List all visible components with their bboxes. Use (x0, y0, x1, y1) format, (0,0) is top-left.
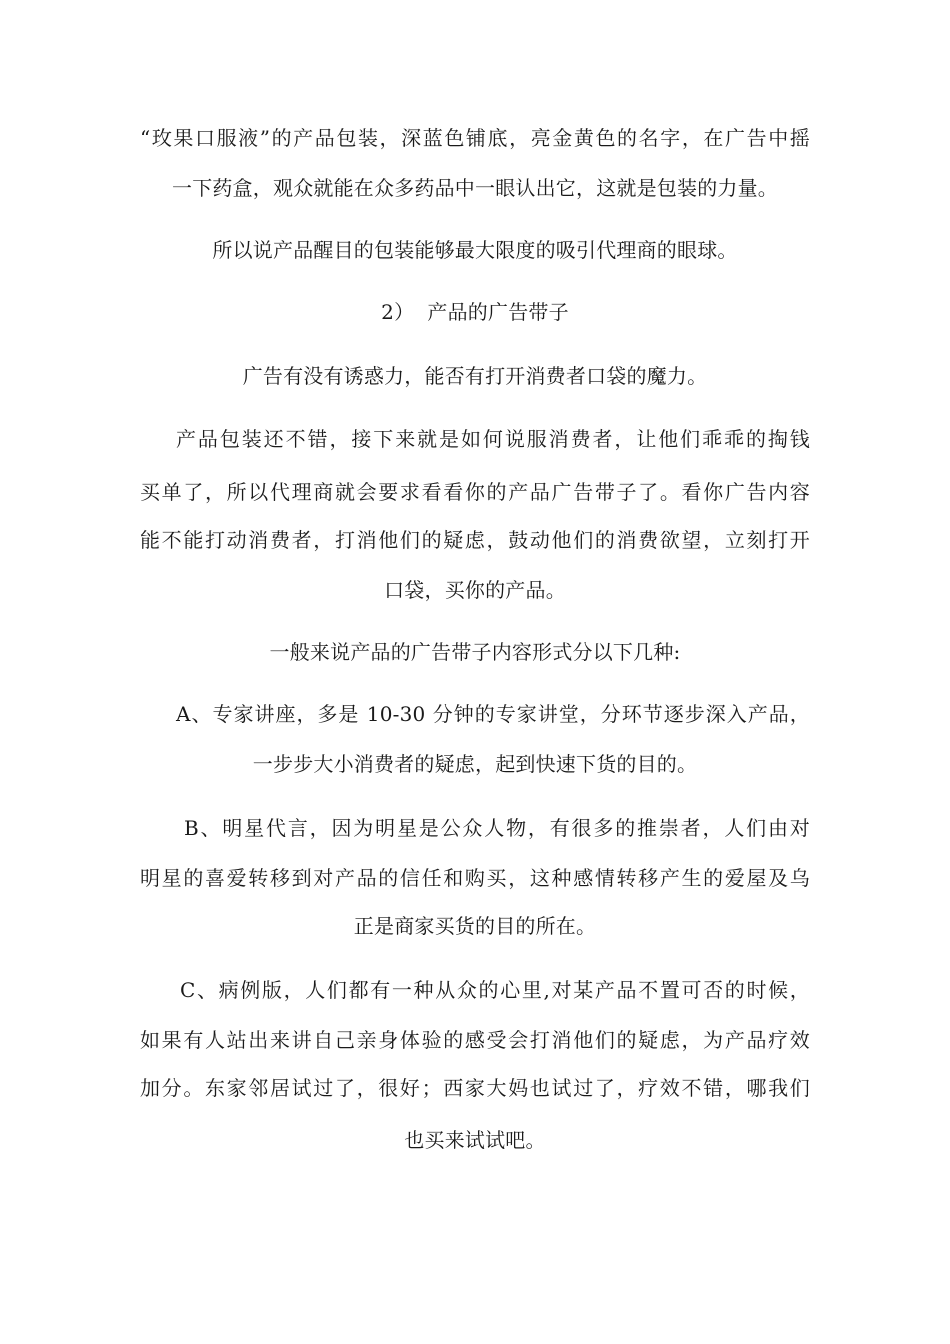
text-line: 产品包装还不错，接下来就是如何说服消费者，让他们乖乖的掏钱 (176, 427, 810, 451)
text-line: 明星的喜爱转移到对产品的信任和购买，这种感情转移产生的爱屋及乌 (140, 866, 810, 890)
text-line: 一般来说产品的广告带子内容形式分以下几种: (269, 640, 681, 664)
text-line: 广告有没有诱惑力，能否有打开消费者口袋的魔力。 (242, 364, 708, 388)
section-heading: 2） 产品的广告带子 (381, 300, 569, 324)
text-line: A、专家讲座，多是 10-30 分钟的专家讲堂，分环节逐步深入产品， (176, 702, 810, 726)
text-line: 一下药盒，观众就能在众多药品中一眼认出它，这就是包装的力量。 (172, 176, 778, 200)
text-line: 如果有人站出来讲自己亲身体验的感受会打消他们的疑虑，为产品疗效 (140, 1028, 810, 1052)
text-line: 所以说产品醒目的包装能够最大限度的吸引代理商的眼球。 (212, 238, 738, 262)
text-line: 一步步大小消费者的疑虑，起到快速下货的目的。 (252, 752, 698, 776)
text-line: 口袋，买你的产品。 (384, 578, 566, 602)
text-line: 也买来试试吧。 (404, 1128, 546, 1152)
text-line: B、明星代言，因为明星是公众人物，有很多的推崇者，人们由对 (184, 816, 810, 840)
text-line: C、病例版，人们都有一种从众的心里,对某产品不置可否的时候， (180, 978, 810, 1002)
text-line: 能不能打动消费者，打消他们的疑虑，鼓动他们的消费欲望，立刻打开 (140, 528, 810, 552)
text-line: 加分。东家邻居试过了，很好；西家大妈也试过了，疗效不错，哪我们 (140, 1076, 810, 1100)
text-line: “玫果口服液”的产品包装，深蓝色铺底，亮金黄色的名字，在广告中摇 (140, 126, 810, 150)
text-line: 正是商家买货的目的所在。 (353, 914, 597, 938)
text-line: 买单了，所以代理商就会要求看看你的产品广告带子了。看你广告内容 (140, 480, 810, 504)
